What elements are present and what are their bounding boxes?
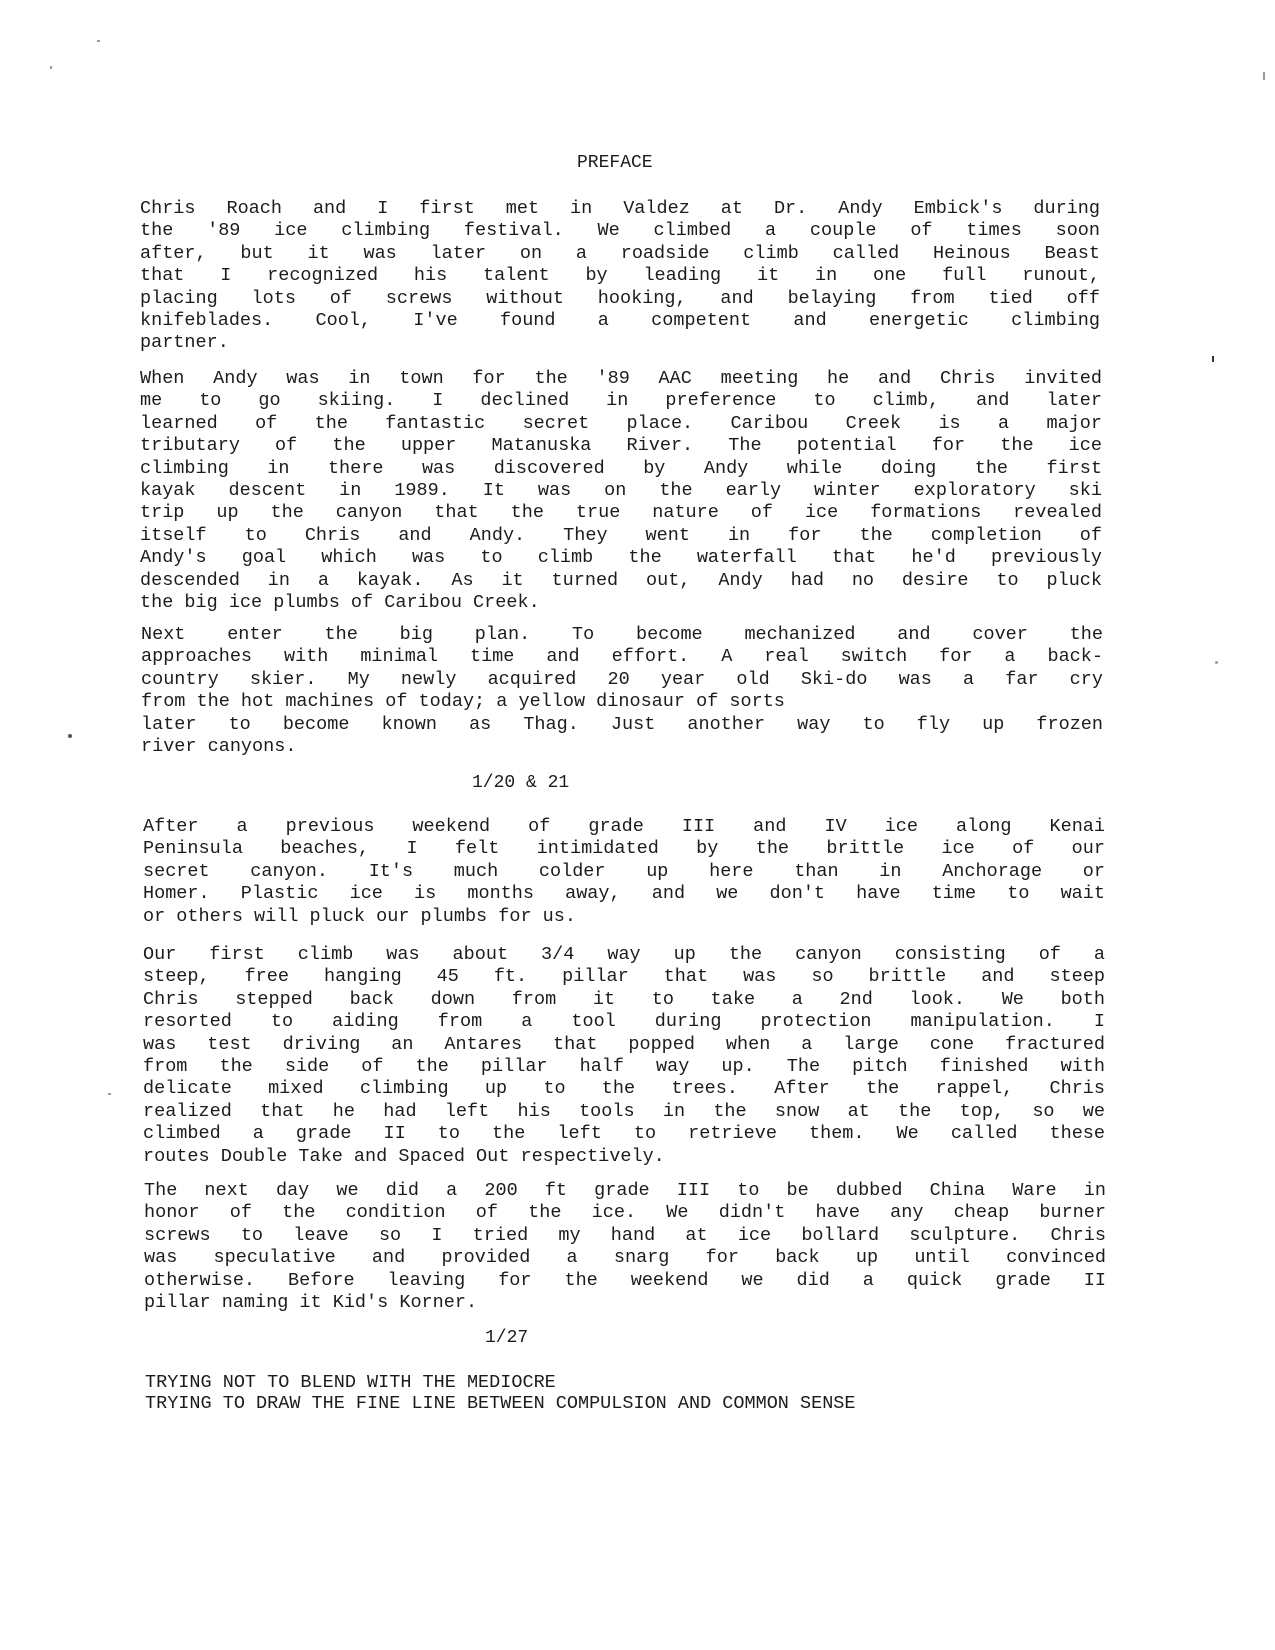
text-line: placing lots of screws without hooking, and belaying from tied off xyxy=(140,287,1100,309)
text-line: after, but it was later on a roadside climb called Heinous Beast xyxy=(140,242,1100,264)
text-line: Chris stepped back down from it to take a 2nd look. We both xyxy=(143,988,1105,1010)
text-line: When Andy was in town for the '89 AAC meeting he and Chris invited xyxy=(140,368,1102,389)
text-line: delicate mixed climbing up to the trees. After the rappel, Chris xyxy=(143,1078,1105,1100)
scan-speck xyxy=(97,40,100,42)
text-line: routes Double Take and Spaced Out respectively. xyxy=(143,1145,665,1167)
text-line: from the hot machines of today; a yellow dinosaur of sorts xyxy=(141,691,785,713)
text-line: was speculative and provided a snarg for back up until convinced xyxy=(144,1247,1106,1269)
text-line: resorted to aiding from a tool during protection manipulation. I xyxy=(143,1011,1105,1033)
text-line: that I recognized his talent by leading it in one full runout, xyxy=(140,265,1100,287)
date-heading: 1/20 & 21 xyxy=(472,773,570,793)
text-line: Homer. Plastic ice is months away, and we don't have time to wait xyxy=(143,883,1105,905)
scan-speck xyxy=(68,734,72,738)
text-line: Our first climb was about 3/4 way up the canyon consisting of a xyxy=(143,944,1105,965)
text-line: tributary of the upper Matanuska River. The potential for the ice xyxy=(140,435,1102,457)
text-line: kayak descent in 1989. It was on the early winter exploratory ski xyxy=(140,479,1102,501)
text-line: honor of the condition of the ice. We didn't have any cheap burner xyxy=(144,1202,1106,1224)
text-line: trip up the canyon that the true nature of ice formations revealed xyxy=(140,502,1102,524)
text-line: climbed a grade II to the left to retrieve them. We called these xyxy=(143,1123,1105,1145)
closing-line: TRYING NOT TO BLEND WITH THE MEDIOCRE xyxy=(145,1372,556,1393)
text-line: Next enter the big plan. To become mechanized and cover the xyxy=(141,624,1103,645)
text-line: steep, free hanging 45 ft. pillar that was so brittle and steep xyxy=(143,966,1105,988)
scan-speck xyxy=(50,66,52,69)
paragraph-3 xyxy=(141,624,1103,758)
text-line: learned of the fantastic secret place. Caribou Creek is a major xyxy=(140,412,1102,434)
text-line: After a previous weekend of grade III and IV ice along Kenai xyxy=(143,816,1105,837)
preface-heading: PREFACE xyxy=(577,153,653,173)
scan-speck xyxy=(108,1093,111,1095)
text-line: later to become known as Thag. Just another way to fly up frozen xyxy=(141,713,1103,735)
text-line: otherwise. Before leaving for the weekend we did a quick grade II xyxy=(144,1269,1106,1291)
paragraph-2 xyxy=(140,368,1102,614)
text-line: pillar naming it Kid's Korner. xyxy=(144,1291,478,1313)
text-line: itself to Chris and Andy. They went in for the completion of xyxy=(140,524,1102,546)
paragraph-6 xyxy=(144,1180,1106,1314)
text-line: secret canyon. It's much colder up here than in Anchorage or xyxy=(143,860,1105,882)
text-line: or others will pluck our plumbs for us. xyxy=(143,905,576,927)
text-line: realized that he had left his tools in the snow at the top, so we xyxy=(143,1100,1105,1122)
paragraph-1 xyxy=(140,198,1100,355)
text-line: me to go skiing. I declined in preference to climb, and later xyxy=(140,390,1102,412)
paragraph-4 xyxy=(143,816,1105,928)
text-line: from the side of the pillar half way up. The pitch finished with xyxy=(143,1055,1105,1077)
text-line: The next day we did a 200 ft grade III to be dubbed China Ware in xyxy=(144,1180,1106,1201)
text-line: partner. xyxy=(140,332,229,354)
text-line: climbing in there was discovered by Andy while doing the first xyxy=(140,457,1102,479)
paragraph-5 xyxy=(143,944,1105,1168)
text-line: the '89 ice climbing festival. We climbed a couple of times soon xyxy=(140,220,1100,242)
scan-speck xyxy=(1215,661,1218,664)
text-line: country skier. My newly acquired 20 year old Ski-do was a far cry xyxy=(141,668,1103,690)
text-line: Chris Roach and I first met in Valdez at Dr. Andy Embick's during xyxy=(140,198,1100,219)
date-heading: 1/27 xyxy=(485,1328,529,1348)
text-line: was test driving an Antares that popped when a large cone fractured xyxy=(143,1033,1105,1055)
text-line: descended in a kayak. As it turned out, Andy had no desire to pluck xyxy=(140,569,1102,591)
text-line: knifeblades. Cool, I've found a competent and energetic climbing xyxy=(140,309,1100,331)
text-line: Andy's goal which was to climb the waterfall that he'd previously xyxy=(140,547,1102,569)
text-line: approaches with minimal time and effort. A real switch for a back- xyxy=(141,646,1103,668)
scan-speck xyxy=(1263,72,1265,80)
text-line: river canyons. xyxy=(141,735,297,757)
text-line: the big ice plumbs of Caribou Creek. xyxy=(140,591,540,613)
text-line: screws to leave so I tried my hand at ice bollard sculpture. Chris xyxy=(144,1224,1106,1246)
closing-line: TRYING TO DRAW THE FINE LINE BETWEEN COMPULSION AND COMMON SENSE xyxy=(145,1393,856,1414)
text-line: Peninsula beaches, I felt intimidated by the brittle ice of our xyxy=(143,838,1105,860)
scan-speck xyxy=(1212,356,1214,362)
